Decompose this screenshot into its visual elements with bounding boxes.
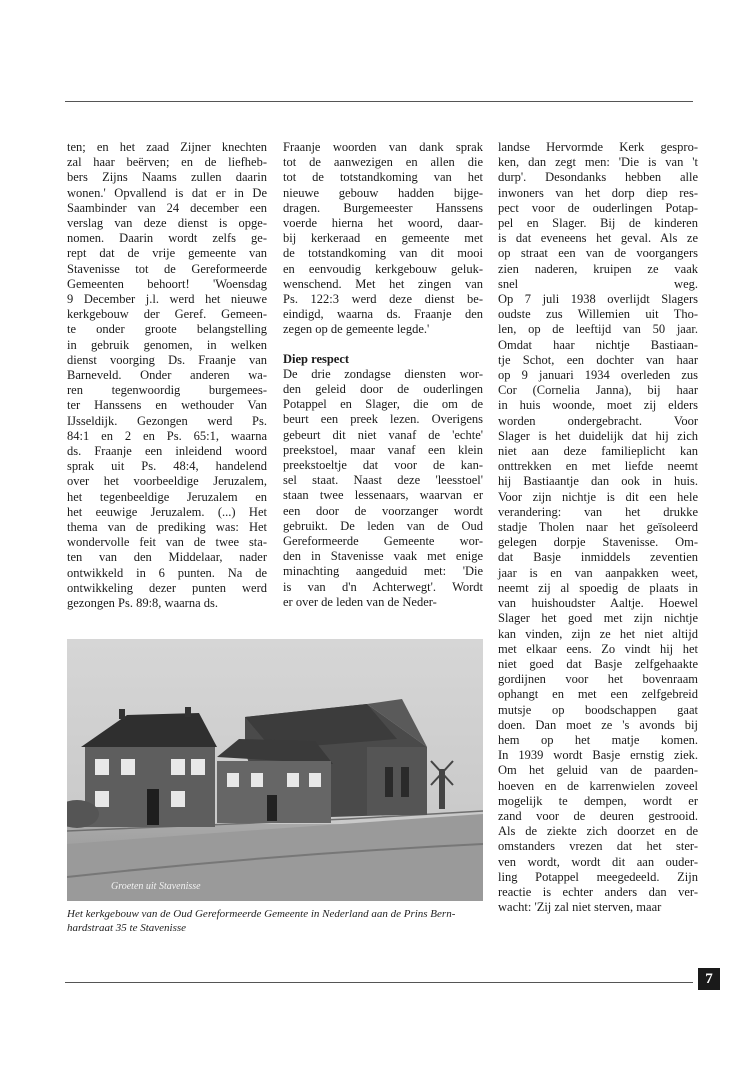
text-line: zien naderen, kruipen ze vaak (498, 261, 698, 276)
text-line: dragen. Burgemeester Hanssens (283, 200, 483, 215)
text-line: zegen op de gemeente legde.' (283, 322, 430, 337)
text-line: hoeven en de karrenwielen zoveel (498, 778, 698, 793)
text-line: thema van de prediking was: Het (67, 520, 267, 535)
text-line: zal haar beërven; en de liefheb- (67, 155, 267, 170)
text-line: ten; en het zaad Zijner knechten (67, 140, 267, 154)
text-line: gordijnen voor het bovenraam (498, 672, 698, 687)
text-line: pect voor de ouderlingen Potap- (498, 200, 698, 215)
text-line: Slager het goed met zijn nichtje (498, 611, 698, 626)
text-line: is dat eveneens het geval. Als ze (498, 231, 698, 246)
text-line: staan twee lessenaars, waarvan er (283, 488, 483, 503)
text-line: doen. Dan moet ze 's avonds bij (498, 717, 698, 732)
text-line: is van d'n Achterwegt'. Wordt (283, 579, 483, 594)
text-line: mutsje op boodschappen gaat (498, 702, 698, 717)
text-line: de totstandkoming van dit mooi (283, 246, 483, 261)
text-line: te onder groote belangstelling (67, 322, 267, 337)
text-line: verandering: van het drukke (498, 504, 698, 519)
text-line: ken, dan zegt men: 'Die is van 't (498, 155, 698, 170)
caption-line-2: hardstraat 35 te Stavenisse (67, 922, 187, 934)
text-line: den in Stavenisse vaak met enige (283, 549, 483, 564)
text-line: Op 7 juli 1938 overlijdt Slagers (498, 292, 698, 307)
text-line: op straat een van de voorgangers (498, 246, 698, 261)
text-line: ven wordt, wordt dit aan ouder- (498, 854, 698, 869)
text-line: Cor (Cornelia Janna), bij haar (498, 383, 698, 398)
text-line: 84:1 en 2 en Ps. 65:1, waarna (67, 428, 267, 443)
text-line: stadje Tholen naar het geïsoleerd (498, 520, 698, 535)
text-line: tot de totstandkoming van het (283, 170, 483, 185)
text-line: er over de leden van de Neder- (283, 594, 437, 609)
text-line: ontwikkeld in 6 punten. Na de (67, 565, 267, 580)
text-line: landse Hervormde Kerk gespro- (498, 140, 698, 154)
text-line: Gereformeerde Gemeente wor- (283, 534, 483, 549)
text-line: jaar is en van aanpakken weet, (498, 565, 698, 580)
text-line: tot de aanwezigen en allen die (283, 155, 483, 170)
text-line: niet aan deze familieplicht kan (498, 444, 698, 459)
text-line: kan vinden, zijn ze het niet altijd (498, 626, 698, 641)
postcard-text: Groeten uit Stavenisse (111, 881, 201, 892)
text-line: en eenvoudig kerkgebouw geluk- (283, 261, 483, 276)
text-line: onttrekken en met liefde neemt (498, 459, 698, 474)
text-line: in huis woonde, moet zij elders (498, 398, 698, 413)
text-line: zand voor de deuren gestrooid. (498, 808, 698, 823)
text-line: preekstoel, maar vanaf een klein (283, 442, 483, 457)
text-line: reactie is echter anders dan ver- (498, 884, 698, 899)
text-line: tje Schot, een dochter van haar (498, 352, 698, 367)
text-line: op 9 januari 1934 overleden zus (498, 368, 698, 383)
photo-caption (67, 907, 487, 935)
text-line: gebruikt. De leden van de Oud (283, 518, 483, 533)
text-line: snel weg. (498, 276, 698, 291)
text-line: van huishoudster Aaltje. Hoewel (498, 596, 698, 611)
text-line: Slager is het duidelijk dat hij zich (498, 428, 698, 443)
text-line: voerde hierna het woord, daar- (283, 216, 483, 231)
text-line: Fraanje woorden van dank sprak (283, 140, 483, 154)
text-line: preekstoeltje dat voor de kan- (283, 458, 483, 473)
text-line: ren tegenwoordig burgemees- (67, 383, 267, 398)
text-line: sprak uit Ps. 48:4, handelend (67, 459, 267, 474)
text-line: Als de ziekte zich doorzet en de (498, 824, 698, 839)
text-line: het tegenbeeldige Jeruzalem en (67, 489, 267, 504)
bottom-rule (65, 982, 693, 983)
text-line: Barneveld. Onder anderen wa- (67, 368, 267, 383)
text-line: hem op het matje komen. (498, 732, 698, 747)
text-line: wenschend. Met het zingen van (283, 276, 483, 291)
historic-photo-church (67, 639, 483, 901)
text-line: wacht: 'Zij zal niet sterven, maar (498, 900, 662, 915)
text-line: ds. Fraanje een inleidend woord (67, 444, 267, 459)
text-line: De drie zondagse diensten wor- (283, 366, 483, 381)
text-line: Om het geluid van de paarden- (498, 763, 698, 778)
text-line: bij kerkeraad en gemeente met (283, 231, 483, 246)
text-line: Voor zijn nichtje is dit een hele (498, 489, 698, 504)
text-line: gezongen Ps. 89:8, waarna ds. (67, 596, 219, 611)
text-line: het eeuwige Jeruzalem. (...) Het (67, 504, 267, 519)
text-line: inwoners van het dorp diep res- (498, 185, 698, 200)
top-rule (65, 101, 693, 102)
text-line: een door de voorzanger wordt (283, 503, 483, 518)
text-line: durp'. Desondanks hebben alle (498, 170, 698, 185)
text-line: minachting aangeduid met: 'Die (283, 564, 483, 579)
text-line: ten van den Middelaar, nader (67, 550, 267, 565)
text-line: met elkaar eens. Zo vindt hij het (498, 641, 698, 656)
text-line: Omdat haar nichtje Bastiaan- (498, 337, 698, 352)
text-line: eindigd, waarna ds. Fraanje den (283, 307, 483, 322)
text-line: ter Hanssens en wethouder Van (67, 398, 267, 413)
text-line: ophangt en met een zelfgebreid (498, 687, 698, 702)
text-line: oudste zus Willemien uit Tho- (498, 307, 698, 322)
text-line: worden ondergebracht. Voor (498, 413, 698, 428)
text-line: Stavenisse tot de Gereformeerde (67, 261, 267, 276)
text-line: neemt zij al spoedig de plaats in (498, 580, 698, 595)
text-line: over het voorbeeldige Jeruzalem, (67, 474, 267, 489)
text-line: In 1939 wordt Basje ernstig ziek. (498, 748, 698, 763)
text-line: hij Bastiaantje dan ook in huis. (498, 474, 698, 489)
text-line: wondervolle feit van de twee sta- (67, 535, 267, 550)
text-column-2 (283, 140, 483, 610)
text-line: verslag van deze dienst is opge- (67, 216, 267, 231)
text-line: den geleid door de ouderlingen (283, 382, 483, 397)
text-line: Ps. 122:3 werd deze dienst be- (283, 292, 483, 307)
text-line: niet goed dat Basje zelfgehaakte (498, 656, 698, 671)
text-line: in gebruik genomen, in welken (67, 337, 267, 352)
text-line: omstanders vrezen dat het ster- (498, 839, 698, 854)
text-line: dat Basje inmiddels zeventien (498, 550, 698, 565)
text-line: nomen. Daarin wordt zelfs ge- (67, 231, 267, 246)
text-line: dienst voorging Ds. Fraanje van (67, 352, 267, 367)
text-line: IJsseldijk. Gezongen werd Ps. (67, 413, 267, 428)
text-line: beurt een preek lezen. Overigens (283, 412, 483, 427)
text-line: len, op de leeftijd van 50 jaar. (498, 322, 698, 337)
text-line: ontwikkeling dezer punten werd (67, 580, 267, 595)
text-column-1 (67, 140, 267, 611)
text-line: rept dat de vrije gemeente van (67, 246, 267, 261)
page-number: 7 (698, 968, 720, 990)
text-line: kerkgebouw der Geref. Gemeen- (67, 307, 267, 322)
text-line: Gemeenten behoort! 'Woensdag (67, 276, 267, 291)
text-line: gebeurt dit niet vanaf de 'echte' (283, 427, 483, 442)
text-line: wonen.' Opvallend is dat er in De (67, 185, 267, 200)
text-line: ling Potappel meegedeeld. Zijn (498, 869, 698, 884)
section-heading: Diep respect (283, 351, 350, 366)
text-line: bers Zijns Naams zullen daarin (67, 170, 267, 185)
text-line: Potappel en Slager, die om de (283, 397, 483, 412)
text-line: Saambinder van 24 december een (67, 200, 267, 215)
text-line: 9 December j.l. werd het nieuwe (67, 292, 267, 307)
text-line: mogelijk te dempen, wordt er (498, 793, 698, 808)
text-line: pel en Slager. Bij de kinderen (498, 216, 698, 231)
text-line: sel staat. Naast deze 'leesstoel' (283, 473, 483, 488)
text-line: gelegen dorpje Stavenisse. Om- (498, 535, 698, 550)
caption-line-1: Het kerkgebouw van de Oud Gereformeerde Gemeente in Nederland aan de Prins Bern- (67, 908, 456, 920)
text-column-3 (498, 140, 698, 915)
text-line: nieuwe gebouw hadden bijge- (283, 185, 483, 200)
